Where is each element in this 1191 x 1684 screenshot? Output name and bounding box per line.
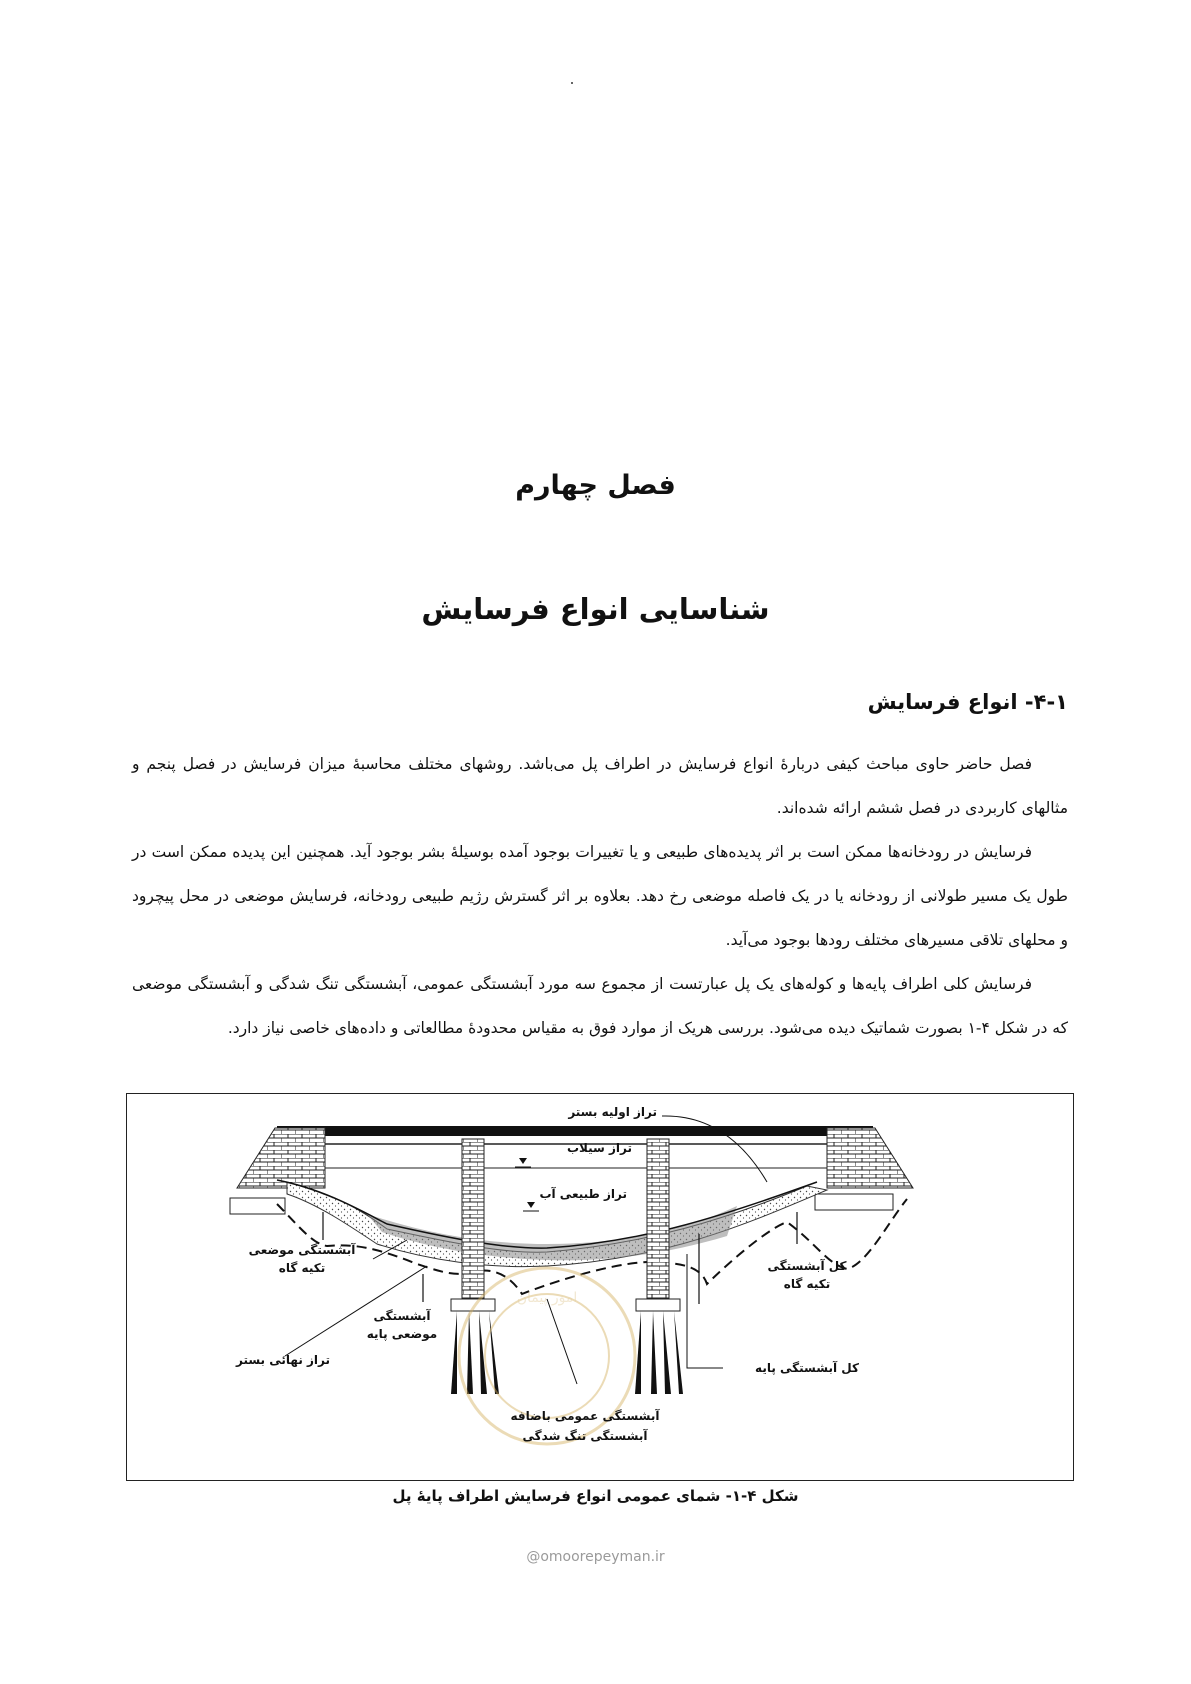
label-abutment-local-scour-2: تکیه گاه [278,1261,326,1275]
left-abutment [237,1128,325,1188]
label-pier-local-scour: آبشستگی [373,1309,431,1323]
paragraph: فرسایش در رودخانه‌ها ممکن است بر اثر پدیده‌های طبیعی و یا تغییرات بوجود آمده بوسیلهٔ بشر بوجود آید. همچنین این پدیده ممکن است در طول یک مسیر طولانی از رودخانه یا در یک فاصله موضعی رخ دهد. بعلاوه بر اثر گسترش رژیم طبیعی رودخانه، فرسایش موضعی در محل پیچرود و محلهای تلاقی مسیرهای مختلف رودها بوجود می‌آید. [132,843,1068,949]
left-pier [462,1139,484,1299]
svg-text:امور پیمان: امور پیمان [516,1290,578,1306]
paragraph: فصل حاضر حاوی مباحث کیفی دربارهٔ انواع فرسایش در اطراف پل می‌باشد. روشهای مختلف محاسبهٔ میزان فرسایش در فصل پنجم و مثالهای کاربردی در فصل ششم ارائه شده‌اند. [132,755,1068,817]
body-text [132,742,1068,1050]
page-dot [571,82,573,84]
right-abutment [827,1128,913,1188]
label-total-scour-abutment-2: تکیه گاه [783,1277,831,1291]
bridge-scour-diagram [127,1094,1073,1480]
label-final-bed: تراز نهائی بستر [235,1353,331,1367]
label-total-scour-abutment: کل آبشستگی [767,1259,847,1273]
paragraph: فرسایش کلی اطراف پایه‌ها و کوله‌های یک پل عبارتست از مجموع سه مورد آبشستگی عمومی، آبشستگی تنگ شدگی و آبشستگی موضعی که در شکل ۴-۱ بصورت شماتیک دیده می‌شود. بررسی هریک از موارد فوق به مقیاس محدودهٔ مطالعاتی و داده‌های خاصی نیاز دارد. [132,975,1068,1037]
label-pier-local-scour-2: موضعی پایه [366,1327,438,1341]
label-contraction-scour: آبشستگی تنگ شدگی [522,1429,648,1443]
chapter-title: فصل چهارم [515,470,676,501]
section-heading: ۴-۱- انواع فرسایش [867,690,1068,714]
scour-figure [126,1093,1074,1481]
label-natural-water: تراز طبیعی آب [539,1187,627,1201]
label-general-scour: آبشستگی عمومی باضافه [510,1409,660,1423]
main-title: شناسایی انواع فرسایش [421,592,770,626]
right-pier [647,1139,669,1299]
website-watermark: @omoorepeyman.ir [526,1549,665,1565]
label-abutment-local-scour: آبشستگی موضعی [248,1243,356,1257]
figure-caption: شکل ۴-۱- شمای عمومی انواع فرسایش اطراف پایهٔ پل [392,1487,799,1505]
bridge-deck [277,1126,873,1136]
label-total-pier-scour: کل آبشستگی پایه [755,1361,859,1375]
label-flood-level: تراز سیلاب [566,1141,632,1155]
label-initial-bed: تراز اولیه بستر [568,1105,657,1119]
